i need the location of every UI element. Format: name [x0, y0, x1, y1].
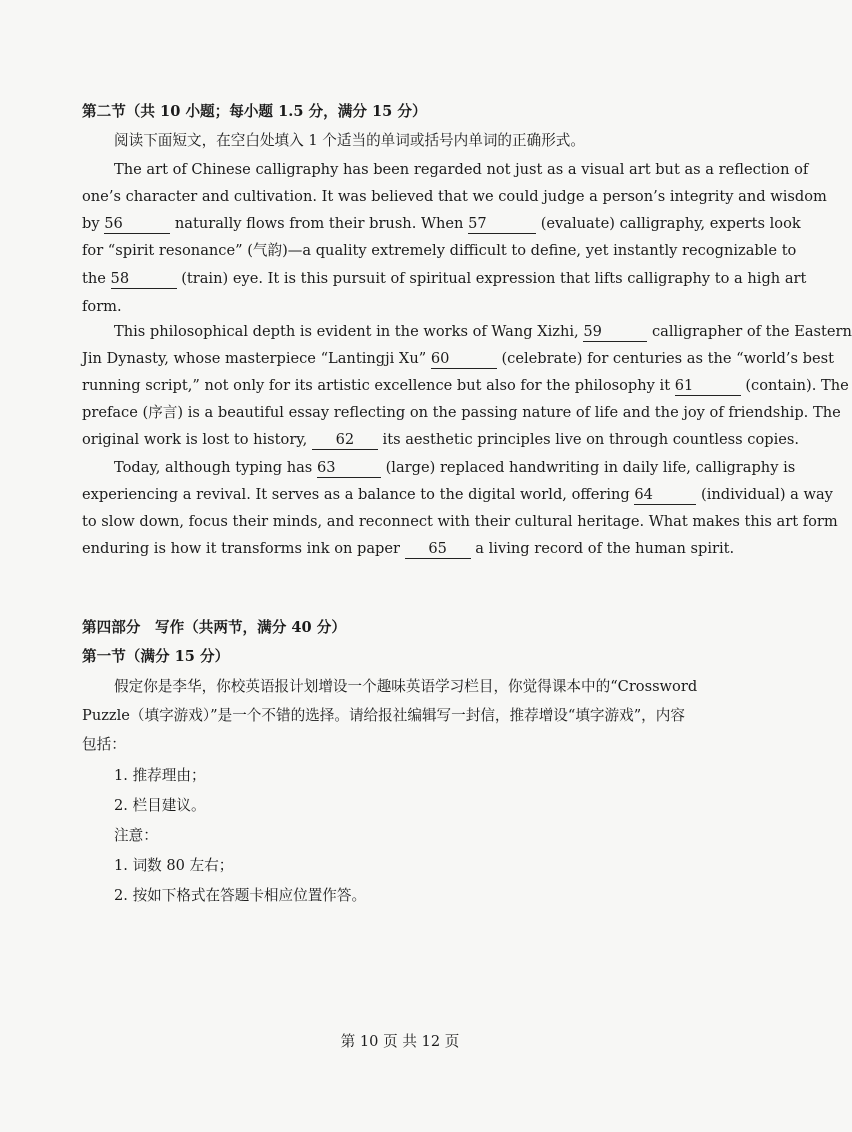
text: This philosophical depth is evident in the works of Wang Xizhi, [114, 323, 579, 340]
page-number: 第 10 页 共 12 页 [340, 1033, 460, 1050]
p2-line2 [82, 349, 835, 369]
blank-56[interactable]: 56 [104, 215, 170, 234]
p2-line4: preface (序言) is a beautiful essay reflecting on the passing nature of life and the joy of friendship. The [82, 404, 841, 421]
text: a living record of the human spirit. [475, 540, 735, 557]
blank-63[interactable]: 63 [317, 459, 381, 478]
note-item-2: 2. 按如下格式在答题卡相应位置作答。 [114, 887, 367, 904]
note-label: 注意： [114, 827, 158, 844]
task-line1: 假定你是李华，你校英语报计划增设一个趣味英语学习栏目，你觉得课本中的“Crossword [114, 678, 698, 695]
text: original work is lost to history, [82, 431, 308, 448]
p1-line2: one’s character and cultivation. It was believed that we could judge a person’s integrity and wisdom [82, 188, 827, 205]
text: running script,” not only for its artistic excellence but also for the philosophy it [82, 377, 671, 394]
text: (large) replaced handwriting in daily life, calligraphy is [385, 459, 796, 476]
p2-line3 [82, 376, 849, 396]
blank-62[interactable]: 62 [312, 431, 378, 450]
blank-64[interactable]: 64 [634, 486, 696, 505]
text: enduring is how it transforms ink on paper [82, 540, 401, 557]
p3-line4 [82, 539, 735, 559]
text: Jin Dynasty, whose masterpiece “Lantingji Xu” [82, 350, 427, 367]
blank-58[interactable]: 58 [111, 270, 177, 289]
blank-61[interactable]: 61 [675, 377, 741, 396]
blank-60[interactable]: 60 [431, 350, 497, 369]
p1-line5 [82, 269, 807, 289]
text: (evaluate) calligraphy, experts look [540, 215, 801, 232]
text: experiencing a revival. It serves as a balance to the digital world, offering [82, 486, 630, 503]
text: (celebrate) for centuries as the “world’s best [501, 350, 835, 367]
content-item-2: 2. 栏目建议。 [114, 797, 206, 814]
blank-59[interactable]: 59 [583, 323, 647, 342]
part4-heading: 第四部分 写作（共两节，满分 40 分） [82, 619, 346, 636]
p3-line1 [114, 458, 796, 478]
p3-line2 [82, 485, 833, 505]
p1-line4: for “spirit resonance” (气韵)—a quality extremely difficult to define, yet instantly recognizable to [82, 242, 797, 259]
text: Today, although typing has [114, 459, 313, 476]
p1-line1: The art of Chinese calligraphy has been regarded not just as a visual art but as a reflection of [114, 161, 809, 178]
part4-section1-heading: 第一节（满分 15 分） [82, 648, 230, 665]
content-item-1: 1. 推荐理由； [114, 767, 206, 784]
section2-instruction: 阅读下面短文，在空白处填入 1 个适当的单词或括号内单词的正确形式。 [114, 132, 585, 149]
text: by [82, 215, 100, 232]
p2-line1 [114, 322, 852, 342]
blank-65[interactable]: 65 [405, 540, 471, 559]
text: naturally flows from their brush. When [174, 215, 464, 232]
task-line3: 包括： [82, 736, 126, 753]
note-item-1: 1. 词数 80 左右； [114, 857, 234, 874]
task-line2: Puzzle（填字游戏）”是一个不错的选择。请给报社编辑写一封信，推荐增设“填字游戏”，内容 [82, 707, 685, 724]
blank-57[interactable]: 57 [468, 215, 536, 234]
p1-line3 [82, 214, 801, 234]
text: (contain). The [745, 377, 849, 394]
p2-line5 [82, 430, 800, 450]
text: the [82, 270, 106, 287]
p3-line3: to slow down, focus their minds, and reconnect with their cultural heritage. What makes this art form [82, 513, 838, 530]
text: its aesthetic principles live on through countless copies. [382, 431, 800, 448]
p1-line6: form. [82, 298, 122, 315]
text: (train) eye. It is this pursuit of spiritual expression that lifts calligraphy to a high art [181, 270, 807, 287]
text: (individual) a way [701, 486, 833, 503]
section2-heading: 第二节（共 10 小题；每小题 1.5 分，满分 15 分） [82, 103, 427, 120]
text: calligrapher of the Eastern [651, 323, 852, 340]
